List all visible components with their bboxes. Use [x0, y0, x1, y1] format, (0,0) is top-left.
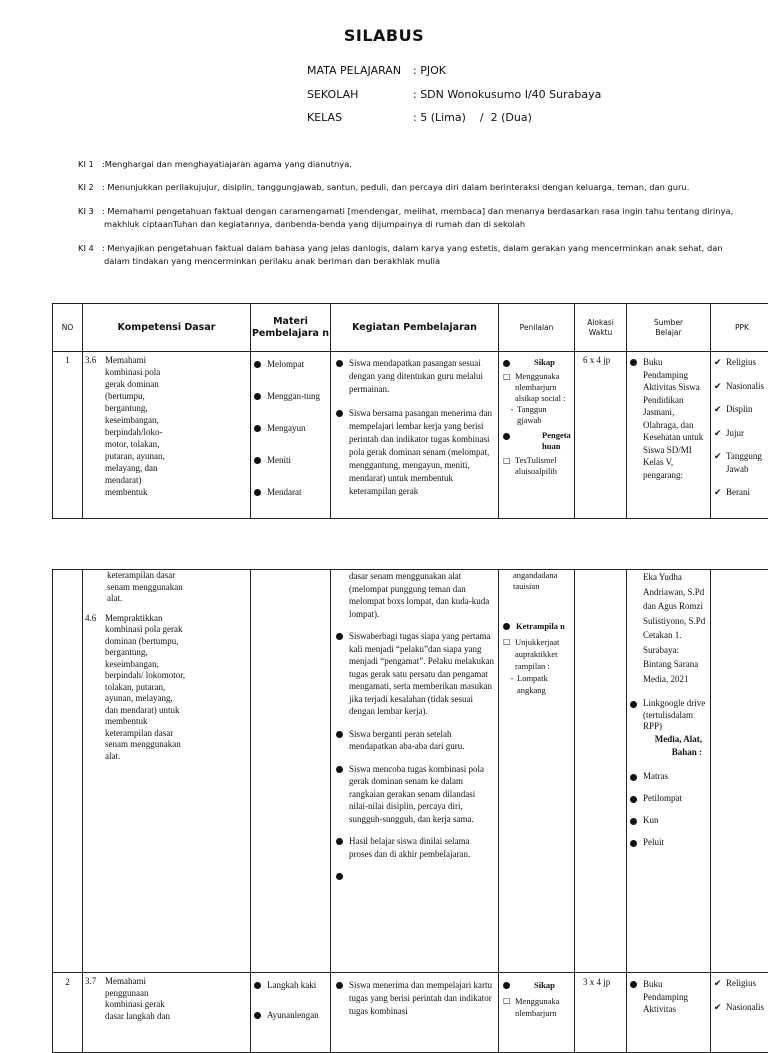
list-item: Ketrampila n	[503, 620, 571, 632]
list-item: □ TesTulismel aluisoalpilih	[503, 455, 571, 477]
kd-text: keterampilan dasar senam menggunakan alat.	[83, 570, 185, 605]
list-item: Siswa mendapatkan pasangan sesuai dengan yang ditentukan guru melalui permainan.	[336, 357, 494, 396]
ki-code: KI 3	[78, 205, 94, 218]
table-row	[53, 352, 768, 519]
row-kegiatan	[331, 352, 499, 519]
list-item: - Tanggun gjawab	[503, 404, 571, 426]
list-item: Sikap	[503, 979, 571, 991]
row-kd	[83, 973, 251, 1053]
row-ppk	[711, 973, 768, 1053]
syllabus-table-page2	[52, 569, 768, 1053]
list-item: Matras	[630, 771, 706, 793]
list-item: Siswa mencoba tugas kombinasi pola gerak dominan senam ke dalam rangkaian gerakan senam dilandasi nilai-nilai disiplin, percaya diri, sungguh-sungguh, dan kerja sama.	[336, 763, 494, 826]
list-item: □ Unjukkerjaat aupraktikket rampilan :	[503, 636, 571, 672]
ki-text: : Menyajikan pengetahuan faktual dalam bahasa yang jelas danlogis, dalam karya yang estetis, dalam gerakan yang mencerminkan anak sehat, dan	[102, 242, 738, 255]
meta-value: : SDN Wonokusumo I/40 Surabaya	[413, 88, 601, 101]
row-no: 1	[53, 352, 83, 519]
check-icon: ✔	[714, 427, 726, 439]
header-penilaian: Penilalan	[499, 304, 575, 352]
row-alokasi: 6 x 4 jp	[575, 352, 627, 519]
list-item: - Lompatk angkang	[503, 672, 571, 696]
row-sumber	[627, 352, 711, 519]
list-item: Menggan-tung	[254, 390, 330, 422]
row-ppk	[711, 570, 768, 973]
ki-text: : Menunjukkan perilakujujur, disiplin, tanggungjawab, santun, peduli, dan percaya diri dalam berinteraksi dengan keluarga, teman, dan guru.	[102, 181, 738, 194]
kd-text: Memahami penggunaan kombinasi gerak dasar langkah dan	[105, 976, 185, 1022]
ki-1	[78, 158, 738, 171]
row-penilaian: angandadana tauisian Ketrampila n □ Unjukkerjaat aupraktikket rampilan : - Lompatk angkang	[499, 570, 575, 973]
row-no	[53, 570, 83, 973]
check-icon: ✔	[714, 380, 726, 392]
check-icon: ✔	[714, 356, 726, 368]
ki-text-cont: makhluk ciptaanTuhan dan kegiatannya, danbenda-benda yang dijumpainya di rumah dan di sekolah	[102, 218, 738, 231]
meta-value: : 5 (Lima) / 2 (Dua)	[413, 111, 532, 124]
ki-2	[78, 181, 738, 194]
meta-class	[307, 111, 532, 124]
checkbox-icon: □	[503, 371, 515, 382]
check-icon: ✔	[714, 1001, 726, 1013]
list-item: ✔ Nasionalis	[714, 1001, 768, 1013]
row-materi	[251, 570, 331, 973]
meta-subject	[307, 64, 446, 77]
row-alokasi	[575, 570, 627, 973]
row-kegiatan	[331, 570, 499, 973]
list-item: Buku Pendamping Aktivitas Siswa Pendidikan Jasmani, Olahraga, dan Kesehatan untuk Siswa SD/MI Kelas V, pengarang:	[630, 356, 706, 481]
meta-label: MATA PELAJARAN	[307, 64, 413, 77]
list-item	[336, 870, 494, 880]
meta-label: SEKOLAH	[307, 88, 413, 101]
ki-text-cont: dalam tindakan yang mencerminkan perilaku anak beriman dan berakhlak mulia	[102, 255, 738, 268]
checkbox-icon: □	[503, 995, 515, 1007]
kd-number: 4.6	[85, 613, 105, 763]
list-item: Meniti	[254, 454, 330, 486]
list-item: Siswaberbagi tugas siapa yang pertama kali menjadi “pelaku”dan siapa yang menjadi “pengamat”. Pelaku melakukan tugas gerak satu persatu dan pengamat mengamati, serta memberikan masukan jika terjadi kesalahan (tidak sesuai dengan lembar kerja).	[336, 630, 494, 718]
kd-number: 3.7	[85, 976, 105, 1022]
list-item: Buku Pendamping Aktivitas	[630, 978, 706, 1016]
row-no: 2	[53, 973, 83, 1053]
ki-code: KI 2	[78, 181, 94, 194]
list-item: □ Menggunaka nlembarjurn	[503, 995, 571, 1019]
kd-text: Memahami kombinasi pola gerak dominan (bertumpu, bergantung, keseimbangan, berpindah/loko-motor, tolakan, putaran, ayunan, melayang, dan mendarat) membentuk	[105, 354, 175, 498]
check-icon: ✔	[714, 450, 726, 462]
list-item: Melompat	[254, 358, 330, 390]
ki-code: KI 1	[78, 158, 94, 171]
kd-text: Mempraktikkan kombinasi pola gerak dominan (bertumpu, bergantung, keseimbangan, berpindah/ lokomotor, tolakan, putaran, ayunan, melayang, dan mendarat) untuk membentuk keterampilan dasar senam menggunakan alat.	[105, 613, 187, 763]
row-sumber: Eka Yudha Andriawan, S.Pd dan Agus Romzi Sulistiyono, S.Pd Cetakan 1. Surabaya: Bintang Sarana Media, 2021 Linkgoogle drive (tertulisdalam RPP) Media, Alat, Bahan : Matras Petilompat Kun Peluit	[627, 570, 711, 973]
check-icon: ✔	[714, 486, 726, 498]
table-header-row	[53, 304, 768, 352]
row-kegiatan	[331, 973, 499, 1053]
list-item: Siswa menerima dan mempelajari kartu tugas yang berisi perintah dan indikator tugas kombinasi	[336, 979, 494, 1018]
list-item: ✔ Nasionalis	[714, 380, 768, 404]
list-item: ✔ Displin	[714, 403, 768, 427]
header-kegiatan: Kegiatan Pembelajaran	[331, 304, 499, 352]
list-item: Sikap	[503, 357, 571, 368]
row-ppk	[711, 352, 768, 519]
list-item: ✔ Religius	[714, 356, 768, 380]
list-item: Mengayun	[254, 422, 330, 454]
list-item: Peluit	[630, 837, 706, 859]
row-kd	[83, 570, 251, 973]
checkbox-icon: □	[503, 636, 515, 648]
row-sumber	[627, 973, 711, 1053]
list-item: Kun	[630, 815, 706, 837]
keg-text: dasar senam menggunakan alat (melompat punggung teman dan melompat boxs lompat, dan kuda-kuda lompat).	[331, 570, 498, 620]
list-item: Siswa bersama pasangan menerima dan mempelajari lembar kerja yang berisi perintah dan indikator tugas kombinasi pola gerak dominan senam (melompat, menggantung, mengayun, meniti, mendarat) untuk membentuk keterampilan gerak	[336, 407, 494, 498]
list-item: Hasil belajar siswa dinilai selama proses dan di akhir pembelajaran.	[336, 835, 494, 860]
syllabus-table-page1	[52, 303, 768, 519]
list-item: ✔ Berani	[714, 486, 768, 498]
ki-3	[78, 205, 738, 230]
header-sumber: Sumber Belajar	[627, 304, 711, 352]
row-materi	[251, 352, 331, 519]
header-alokasi: Alokasi Waktu	[575, 304, 627, 352]
page-title: SILABUS	[0, 26, 768, 45]
check-icon: ✔	[714, 977, 726, 989]
header-kd: Kompetensi Dasar	[83, 304, 251, 352]
list-item: Siswa berganti peran setelah mendapatkan aba-aba dari guru.	[336, 728, 494, 753]
meta-school	[307, 88, 601, 101]
header-no: NO	[53, 304, 83, 352]
table-row	[53, 973, 768, 1053]
row-alokasi: 3 x 4 jp	[575, 973, 627, 1053]
header-materi: Materi Pembelajara n	[251, 304, 331, 352]
meta-label: KELAS	[307, 111, 413, 124]
list-item: Petilompat	[630, 793, 706, 815]
list-item: Ayunanlengan	[254, 1009, 330, 1021]
list-item: □ Menggunaka nlembarjurn alsikap social :	[503, 371, 571, 404]
list-item: Mendarat	[254, 486, 330, 518]
list-item: ✔ Jujur	[714, 427, 768, 451]
check-icon: ✔	[714, 403, 726, 415]
list-item: Pengeta huan	[503, 430, 571, 452]
ki-code: KI 4	[78, 242, 94, 255]
row-kd	[83, 352, 251, 519]
header-ppk: PPK	[711, 304, 768, 352]
list-item: Linkgoogle drive (tertulisdalam RPP)	[630, 698, 706, 733]
row-penilaian	[499, 973, 575, 1053]
checkbox-icon: □	[503, 455, 515, 466]
list-item: Langkah kaki	[254, 979, 330, 1009]
meta-value: : PJOK	[413, 64, 446, 77]
row-penilaian	[499, 352, 575, 519]
list-item: ✔ Tanggung Jawab	[714, 450, 768, 486]
ki-text: : Memahami pengetahuan faktual dengan caramengamati [mendengar, melihat, membaca] dan menanya berdasarkan rasa ingin tahu tentang dirinya,	[102, 205, 738, 218]
row-materi	[251, 973, 331, 1053]
ki-4	[78, 242, 738, 267]
ki-text: :Menghargai dan menghayatiajaran agama yang dianutnya.	[102, 158, 738, 171]
table-row-continued	[53, 570, 768, 973]
kd-number: 3.6	[85, 354, 105, 498]
list-item: ✔ Religius	[714, 977, 768, 1001]
